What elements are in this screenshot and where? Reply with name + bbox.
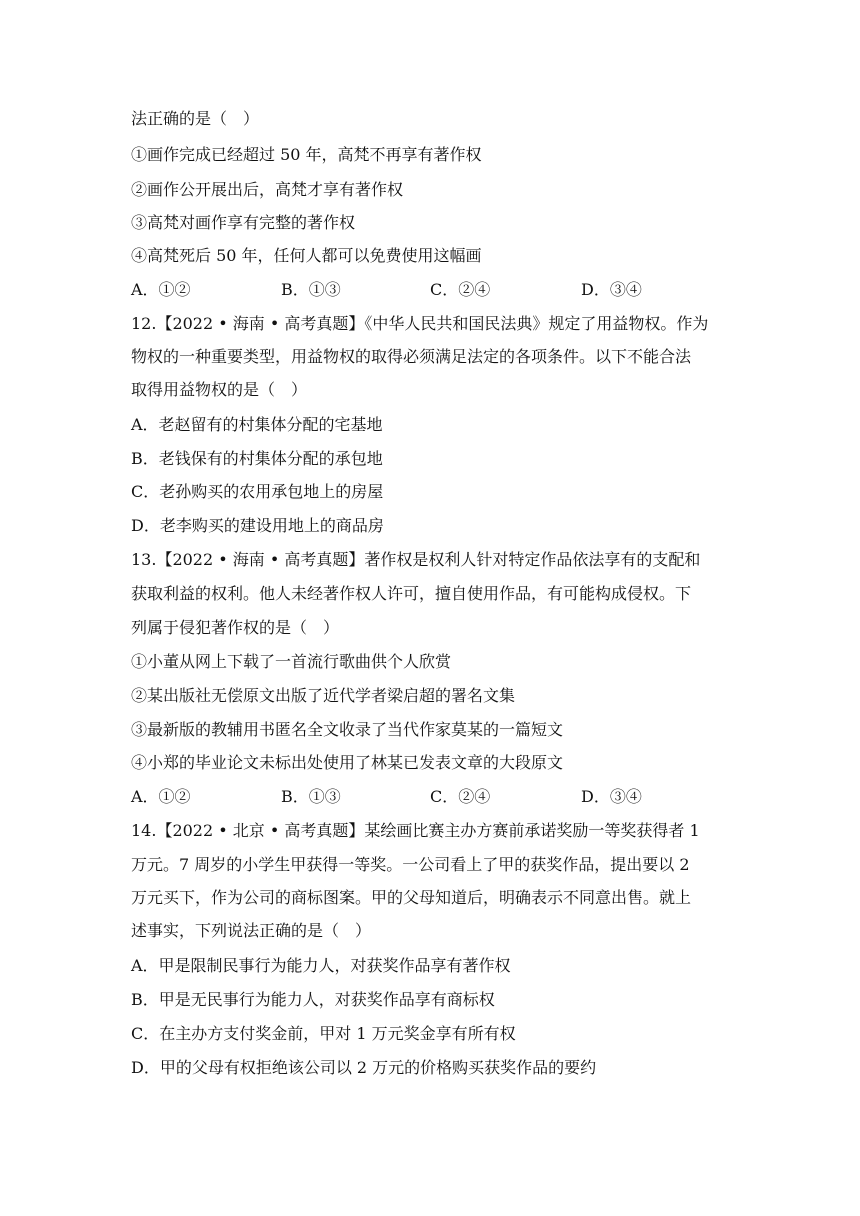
q13-statement-2: ②某出版社无偿原文出版了近代学者梁启超的署名文集: [131, 686, 516, 705]
q13-option-b: B．①③: [281, 787, 341, 806]
q13-stem-line-1: 13.【2022 • 海南 • 高考真题】著作权是权利人针对特定作品依法享有的支配和: [131, 550, 701, 569]
q13-option-d: D．③④: [581, 787, 642, 806]
q11-option-b: B．①③: [281, 280, 341, 299]
q11-statement-4: ④高梵死后 50 年，任何人都可以免费使用这幅画: [131, 246, 482, 265]
q11-option-a: A．①②: [131, 280, 191, 299]
q14-option-a: A．甲是限制民事行为能力人，对获奖作品享有著作权: [131, 956, 511, 975]
q11-option-c: C．②④: [430, 280, 491, 299]
q13-statement-1: ①小董从网上下载了一首流行歌曲供个人欣赏: [131, 652, 452, 671]
q11-stem-tail: 法正确的是（ ）: [131, 109, 260, 128]
q11-statement-2: ②画作公开展出后，高梵才享有著作权: [131, 180, 404, 199]
q13-option-a: A．①②: [131, 787, 191, 806]
q14-stem-line-4: 述事实，下列说法正确的是（ ）: [131, 921, 372, 940]
q12-stem-line-3: 取得用益物权的是（ ）: [131, 380, 308, 399]
q12-option-a: A．老赵留有的村集体分配的宅基地: [131, 415, 383, 434]
q12-stem-line-1: 12.【2022 • 海南 • 高考真题】《中华人民共和国民法典》规定了用益物权。作为: [131, 314, 709, 333]
q11-statement-3: ③高梵对画作享有完整的著作权: [131, 213, 356, 232]
q11-option-d: D．③④: [581, 280, 642, 299]
q12-option-d: D．老李购买的建设用地上的商品房: [131, 516, 384, 535]
q11-statement-1: ①画作完成已经超过 50 年，高梵不再享有著作权: [131, 145, 482, 164]
q13-statement-4: ④小郑的毕业论文未标出处使用了林某已发表文章的大段原文: [131, 753, 564, 772]
q14-option-d: D．甲的父母有权拒绝该公司以 2 万元的价格购买获奖作品的要约: [131, 1058, 597, 1077]
q14-stem-line-2: 万元。7 周岁的小学生甲获得一等奖。一公司看上了甲的获奖作品，提出要以 2: [131, 855, 690, 874]
q12-stem-line-2: 物权的一种重要类型，用益物权的取得必须满足法定的各项条件。以下不能合法: [131, 347, 692, 366]
q13-stem-line-2: 获取利益的权利。他人未经著作权人许可，擅自使用作品，有可能构成侵权。下: [131, 584, 692, 603]
q14-stem-line-1: 14.【2022 • 北京 • 高考真题】某绘画比赛主办方赛前承诺奖励一等奖获得者 1: [131, 821, 700, 840]
q13-stem-line-3: 列属于侵犯著作权的是（ ）: [131, 618, 340, 637]
q14-stem-line-3: 万元买下，作为公司的商标图案。甲的父母知道后，明确表示不同意出售。就上: [131, 888, 692, 907]
q14-option-c: C．在主办方支付奖金前，甲对 1 万元奖金享有所有权: [131, 1024, 516, 1043]
q14-option-b: B．甲是无民事行为能力人，对获奖作品享有商标权: [131, 990, 495, 1009]
q13-option-c: C．②④: [430, 787, 491, 806]
q13-statement-3: ③最新版的教辅用书匿名全文收录了当代作家莫某的一篇短文: [131, 720, 564, 739]
q12-option-b: B．老钱保有的村集体分配的承包地: [131, 449, 383, 468]
q12-option-c: C．老孙购买的农用承包地上的房屋: [131, 482, 384, 501]
